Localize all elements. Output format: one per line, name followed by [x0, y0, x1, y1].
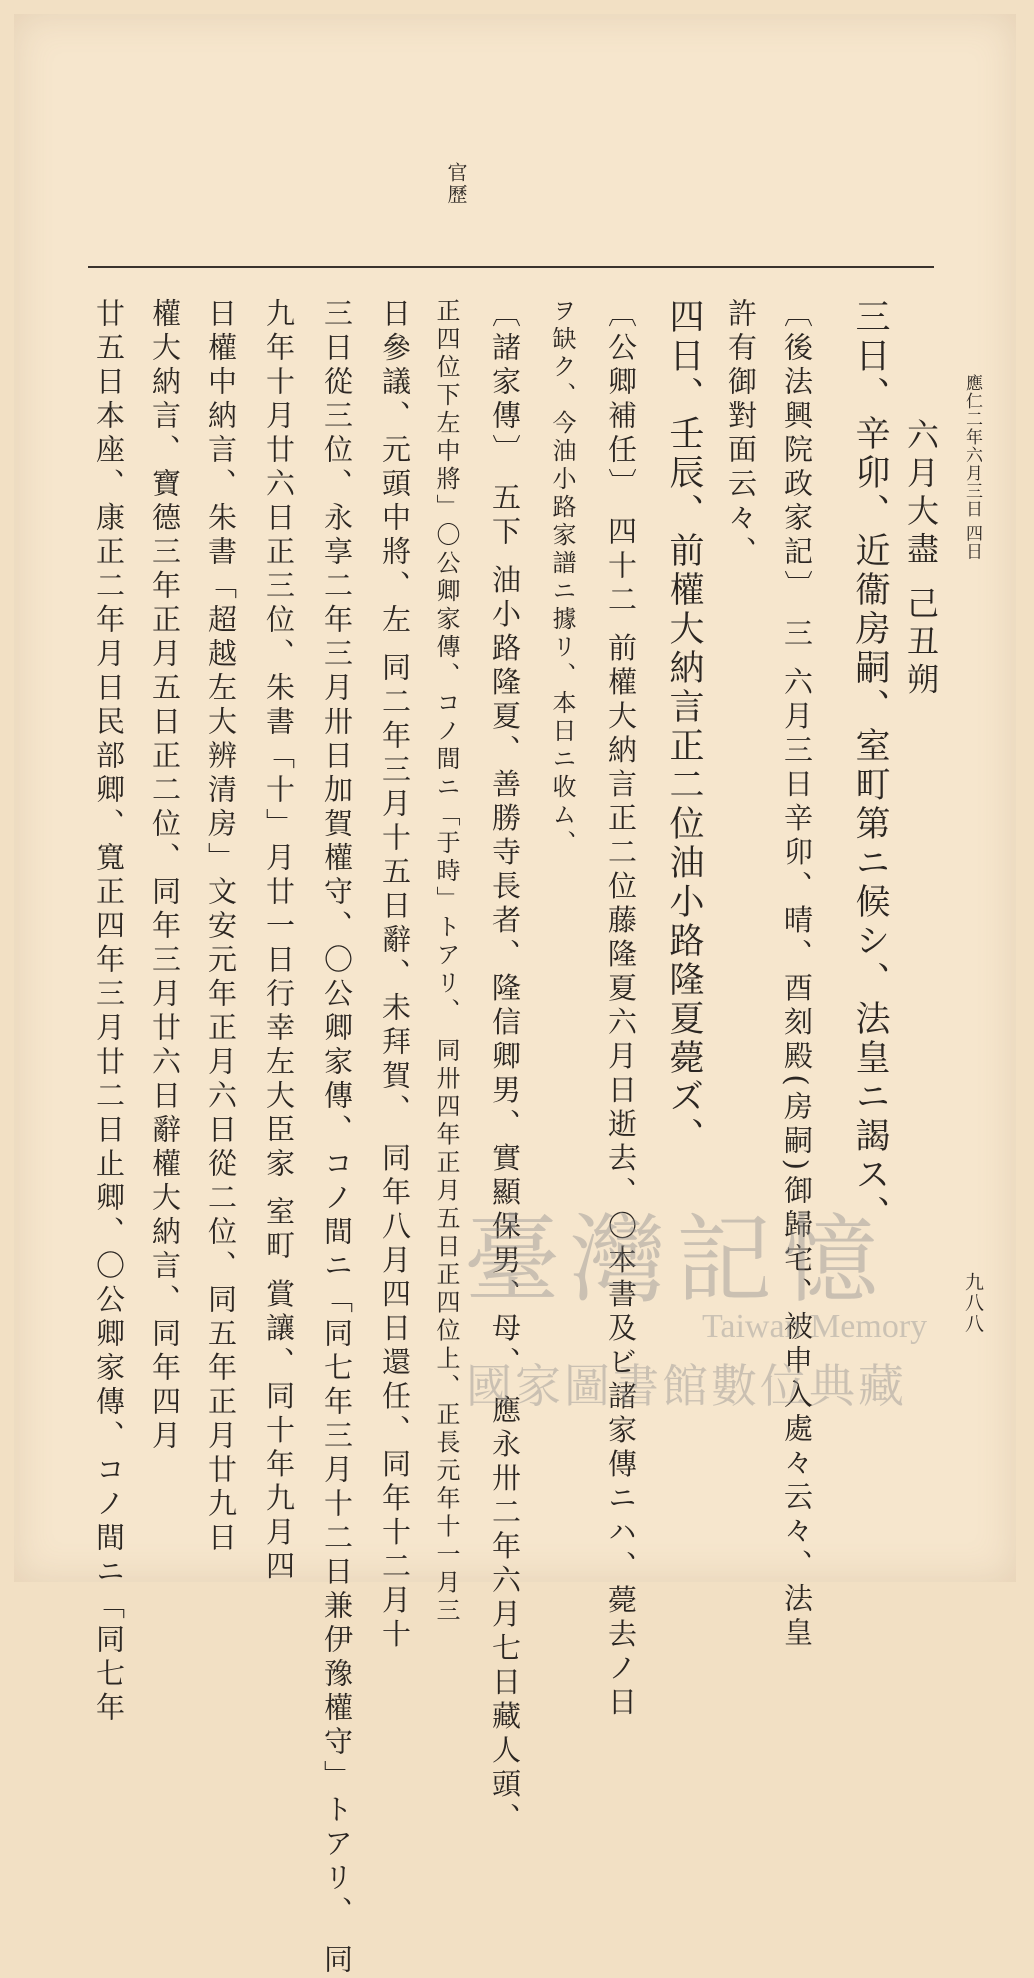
text-column: 許有御對面云々、 — [724, 298, 758, 570]
text-column: 〔後法興院政家記〕 三 六月三日辛卯、晴、酉刻殿(房嗣)御歸宅、被申入處々云々、法皇 — [780, 298, 814, 1652]
text-column: 〔諸家傳〕 五下 油小路隆夏、善勝寺長者、隆信卿男、實顯保男、母、 應永卅二年六月七日藏人頭、 — [488, 298, 522, 1837]
header-rule — [88, 266, 934, 268]
text-column: 權大納言、寶德三年正月五日正二位、同年三月廿六日辭權大納言、同年四月 — [148, 298, 182, 1454]
text-column: 正四位下左中將」〇公卿家傳、コノ間ニ「于時」トアリ、 同卅四年正月五日正四位上、正長元年十一月三 — [432, 298, 460, 1626]
page-header-label: 官歷 — [444, 162, 468, 206]
text-column: ヲ缺ク、今油小路家譜ニ據リ、本日ニ收ム、 — [548, 298, 576, 858]
text-column: 三日從三位、永享二年三月卅日加賀權守、〇公卿家傳、コノ間ニ「同七年三月十二日兼伊豫權守」トアリ、 同 — [320, 298, 354, 1978]
running-head: 應仁二年六月三日 四日 — [962, 374, 982, 561]
watermark-logo-text: 臺灣記憶 — [464, 1204, 888, 1316]
month-heading: 六月大盡 己丑朔 — [902, 418, 940, 701]
text-column: 日參議、元頭中將、左 同二年三月十五日辭、未拜賀、 同年八月四日還任、同年十二月十 — [378, 298, 412, 1653]
text-column: 四日、壬辰、前權大納言正二位油小路隆夏薨ズ、 — [664, 298, 704, 1156]
text-column: 〔公卿補任〕 四十二 前權大納言正二位藤隆夏六月日逝去、〇本書及ビ諸家傳ニハ、薨去ノ日 — [604, 298, 638, 1721]
watermark-logo — [464, 1184, 984, 1444]
text-column: 日權中納言、朱書「超越左大辨清房」文安元年正月六日從二位、同五年正月廿九日 — [204, 298, 238, 1556]
watermark-institution: 國家圖書館數位典藏 — [466, 1359, 907, 1413]
text-column: 三日、辛卯、近衞房嗣、室町第ニ候シ、法皇ニ謁ス、 — [850, 298, 890, 1234]
book-page — [14, 14, 1016, 1978]
watermark-english: Taiwan Memory — [702, 1308, 928, 1345]
text-column: 廿五日本座、康正二年月日民部卿、寬正四年三月廿二日止卿、〇公卿家傳、コノ間ニ「同七年 — [92, 298, 126, 1726]
page-number: 九八八 — [962, 1272, 984, 1335]
text-column: 九年十月廿六日正三位、朱書「十」月廿一日行幸左大臣家 室町 賞讓、同十年九月四 — [262, 298, 296, 1585]
